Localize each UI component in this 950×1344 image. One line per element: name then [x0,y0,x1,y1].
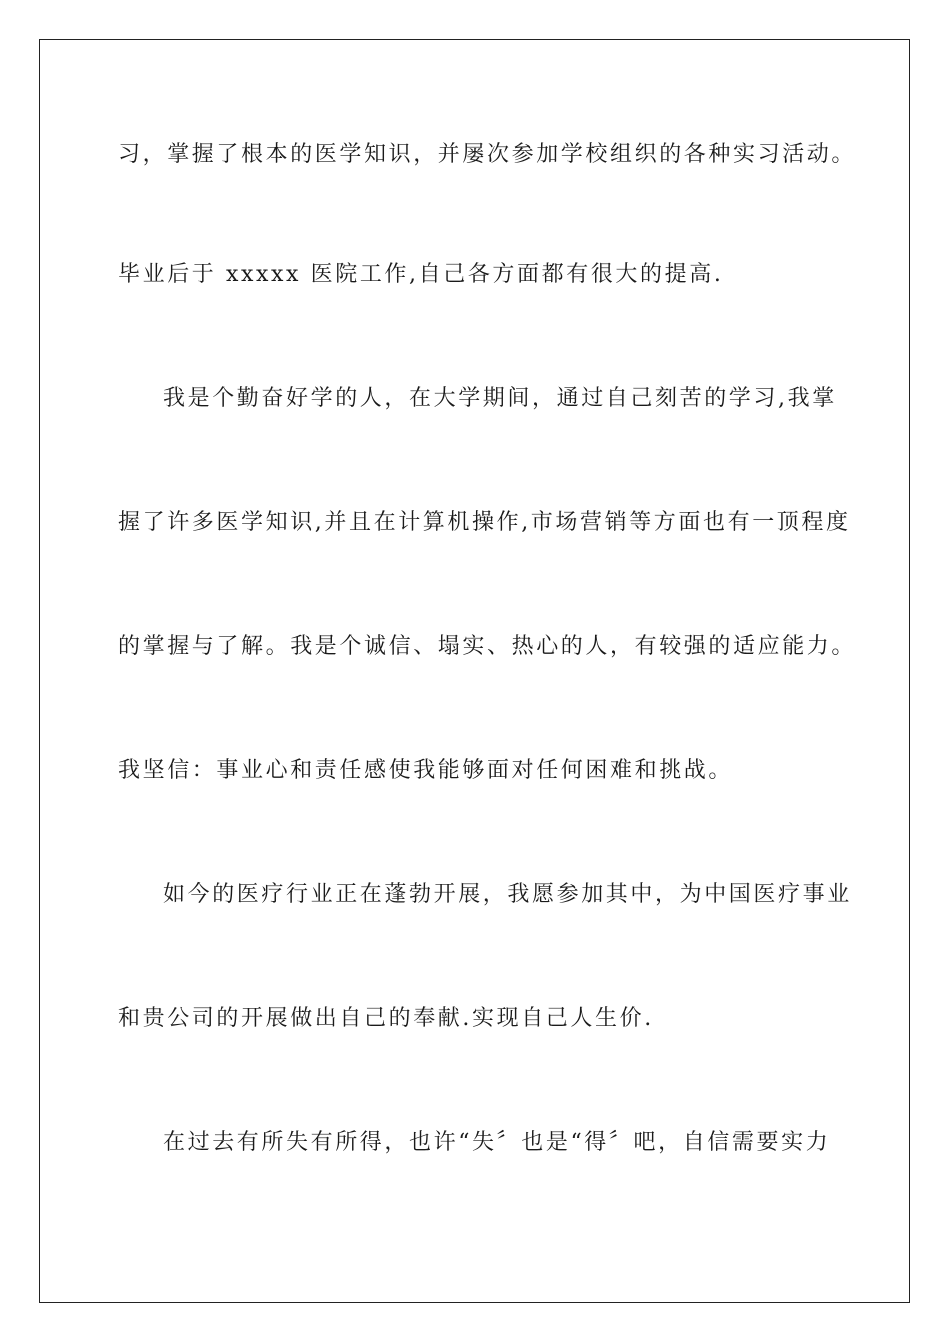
text-line-5: 的掌握与了解。我是个诚信、塌实、热心的人，有较强的适应能力。 [118,634,857,659]
page-border [39,39,910,1303]
text-line-8: 和贵公司的开展做出自己的奉献.实现自己人生价. [118,1006,654,1031]
text-line-6: 我坚信：事业心和责任感使我能够面对任何困难和挑战。 [118,758,734,783]
text-line-2: 毕业后于 xxxxx 医院工作,自己各方面都有很大的提高. [118,262,724,287]
text-line-7: 如今的医疗行业正在蓬勃开展，我愿参加其中，为中国医疗事业 [163,882,852,907]
text-line-4: 握了许多医学知识,并且在计算机操作,市场营销等方面也有一顶程度 [118,510,851,535]
text-line-3: 我是个勤奋好学的人，在大学期间，通过自己刻苦的学习,我掌 [163,386,837,411]
text-line-1: 习，掌握了根本的医学知识，并屡次参加学校组织的各种实习活动。 [118,142,857,167]
text-line-9: 在过去有所失有所得，也许“失〞也是“得〞吧，自信需要实力 [163,1130,831,1155]
